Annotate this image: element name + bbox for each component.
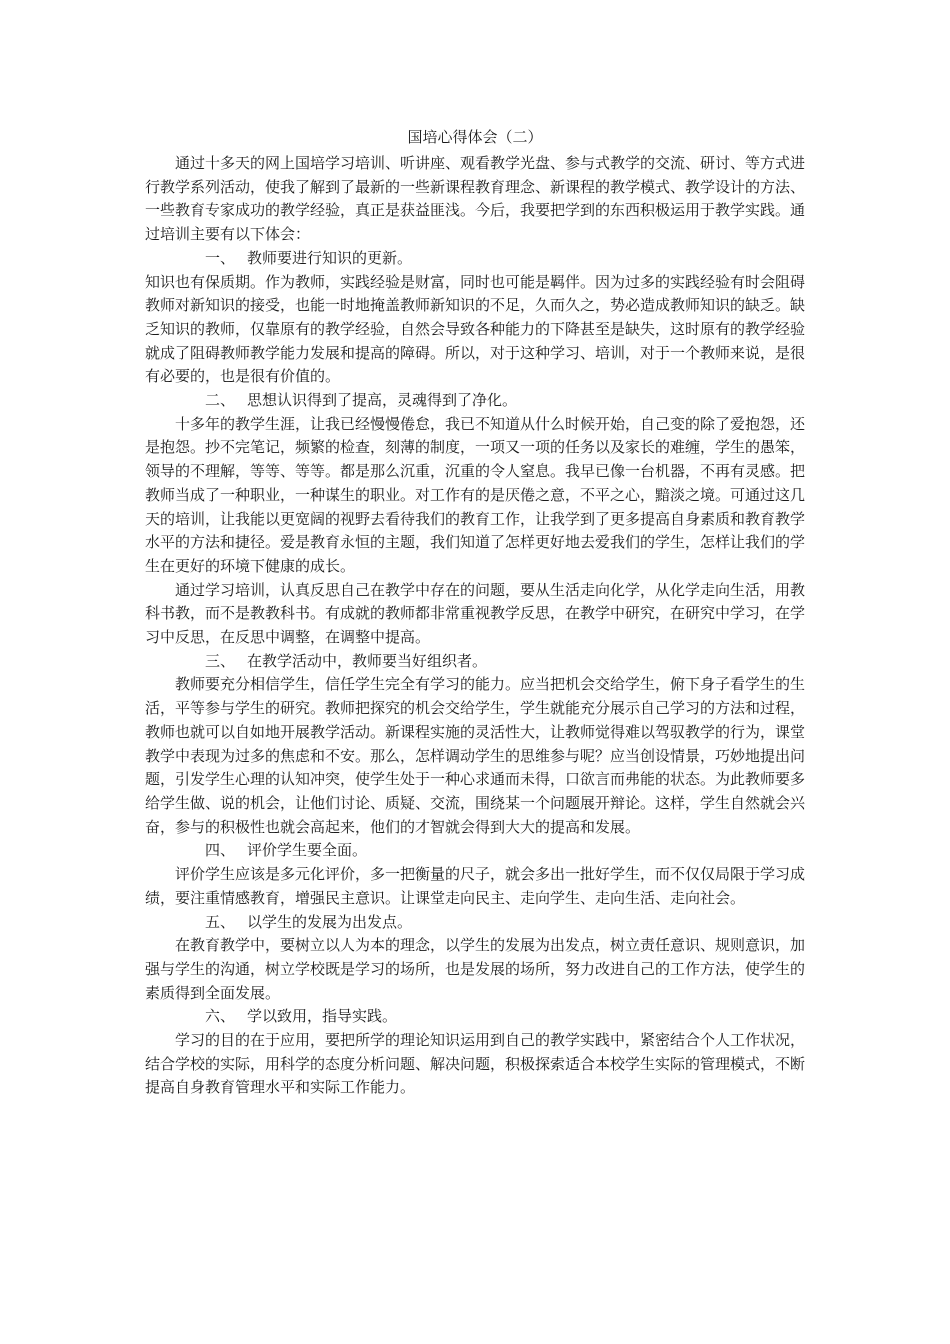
section-number: 五、	[205, 912, 236, 931]
section-heading-2	[145, 389, 805, 413]
section-number: 二、	[205, 391, 236, 410]
section-2-paragraph-2: 通过学习培训，认真反思自己在教学中存在的问题，要从生活走向化学，从化学走向生活，用教科书教，而不是教教科书。有成就的教师都非常重视教学反思，在教学中研究，在研究中学习，在学习中反思，在反思中调整，在调整中提高。	[145, 580, 806, 647]
section-heading-text: 以学生的发展为出发点。	[247, 912, 413, 931]
section-heading-text: 思想认识得到了提高，灵魂得到了净化。	[247, 391, 518, 410]
section-number: 四、	[205, 841, 236, 860]
intro-paragraph: 通过十多天的网上国培学习培训、听讲座、观看教学光盘、参与式教学的交流、研讨、等方式进行教学系列活动，使我了解到了最新的一些新课程教育理念、新课程的教学模式、教学设计的方法、一些教育专家成功的教学经验，真正是获益匪浅。今后，我要把学到的东西积极运用于教学实践。通过培训主要有以下体会：	[145, 154, 806, 244]
section-heading-4	[145, 839, 805, 863]
section-heading-text: 学以致用，指导实践。	[247, 1007, 398, 1026]
document-title: 国培心得体会（二）	[407, 128, 543, 146]
section-1-paragraph-1: 知识也有保质期。作为教师，实践经验是财富，同时也可能是羁伴。因为过多的实践经验有时会阻碍教师对新知识的接受，也能一时地掩盖教师新知识的不足，久而久之，势必造成教师知识的缺乏。缺乏知识的教师，仅靠原有的教学经验，自然会导致各种能力的下降甚至是缺失，这时原有的教学经验就成了阻碍教师教学能力发展和提高的障碍。所以，对于这种学习、培训，对于一个教师来说，是很有必要的，也是很有价值的。	[145, 272, 806, 386]
section-4-paragraph-1: 评价学生应该是多元化评价，多一把衡量的尺子，就会多出一批好学生，而不仅仅局限于学习成绩，要注重情感教育，增强民主意识。让课堂走向民主、走向学生、走向生活、走向社会。	[145, 865, 806, 907]
section-heading-text: 在教学活动中，教师要当好组织者。	[247, 651, 488, 670]
section-3-paragraph-1: 教师要充分相信学生，信任学生完全有学习的能力。应当把机会交给学生，俯下身子看学生的生活，平等参与学生的研究。教师把探究的机会交给学生，学生就能充分展示自己学习的方法和过程，教师也就可以自如地开展教学活动。新课程实施的灵活性大，让教师觉得难以驾驭教学的行为，课堂教学中表现为过多的焦虑和不安。那么，怎样调动学生的思维参与呢？应当创设情景，巧妙地提出问题，引发学生心理的认知冲突，使学生处于一种心求通而未得，口欲言而弗能的状态。为此教师要多给学生做、说的机会，让他们讨论、质疑、交流，围绕某一个问题展开辩论。这样，学生自然就会兴奋，参与的积极性也就会高起来，他们的才智就会得到大大的提高和发展。	[145, 675, 806, 836]
section-heading-5	[145, 911, 805, 935]
section-heading-6	[145, 1005, 805, 1029]
section-heading-1	[145, 247, 805, 271]
section-6-paragraph-1: 学习的目的在于应用，要把所学的理论知识运用到自己的教学实践中，紧密结合个人工作状况，结合学校的实际，用科学的态度分析问题、解决问题，积极探索适合本校学生实际的管理模式，不断提高自身教育管理水平和实际工作能力。	[145, 1031, 806, 1097]
document-page	[145, 122, 805, 1100]
section-heading-text: 评价学生要全面。	[247, 841, 368, 860]
section-number: 三、	[205, 651, 236, 670]
section-heading-3	[145, 650, 805, 674]
section-5-paragraph-1: 在教育教学中，要树立以人为本的理念，以学生的发展为出发点，树立责任意识、规则意识，加强与学生的沟通，树立学校既是学习的场所，也是发展的场所，努力改进自己的工作方法，使学生的素质得到全面发展。	[145, 936, 806, 1002]
section-number: 六、	[205, 1007, 236, 1026]
section-2-paragraph-1: 十多年的教学生涯，让我已经慢慢倦怠，我已不知道从什么时候开始，自己变的除了爱抱怨，还是抱怨。抄不完笔记，频繁的检查，刻薄的制度，一项又一项的任务以及家长的难缠，学生的愚笨，领导的不理解，等等、等等。都是那么沉重，沉重的令人窒息。我早已像一台机器，不再有灵感。把教师当成了一种职业，一种谋生的职业。对工作有的是厌倦之意，不平之心，黯淡之境。可通过这几天的培训，让我能以更宽阔的视野去看待我们的教育工作，让我学到了更多提高自身素质和教育教学水平的方法和捷径。爱是教育永恒的主题，我们知道了怎样更好地去爱我们的学生，怎样让我们的学生在更好的环境下健康的成长。	[145, 414, 806, 575]
section-number: 一、	[205, 248, 236, 267]
section-heading-text: 教师要进行知识的更新。	[247, 248, 413, 267]
